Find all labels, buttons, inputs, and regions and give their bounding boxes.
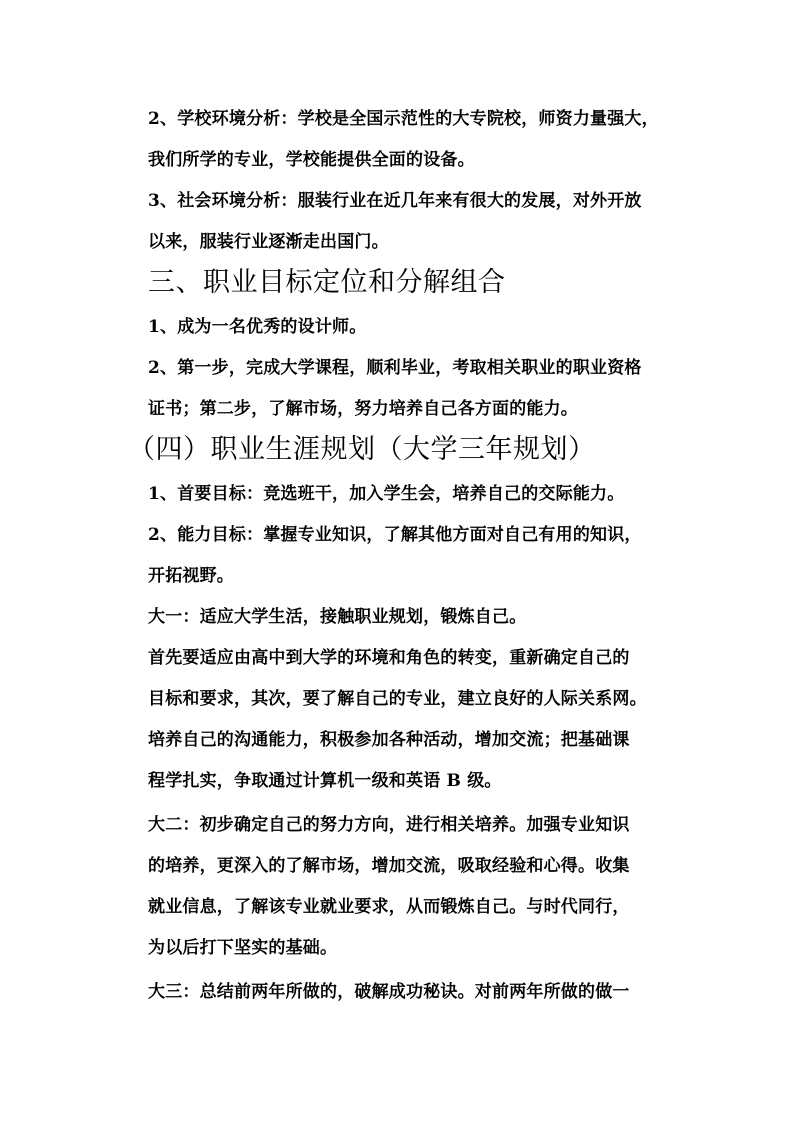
year-two-line-1: 大二：初步确定自己的努力方向，进行相关培养。加强专业知识 xyxy=(148,815,630,835)
paragraph-school-environment-line-1: 2、学校环境分析：学校是全国示范性的大专院校，师资力量强大， xyxy=(148,109,659,129)
ability-goal-line-2: 开拓视野。 xyxy=(148,566,234,586)
year-one-body-line-1: 首先要适应由高中到大学的环境和角色的转变，重新确定自己的 xyxy=(148,648,630,668)
year-one-body-line-3: 培养自己的沟通能力，积极参加各种活动，增加交流；把基础课 xyxy=(148,730,630,750)
paragraph-school-environment-line-2: 我们所学的专业，学校能提供全面的设备。 xyxy=(148,150,475,170)
ability-goal-line-1: 2、能力目标：掌握专业知识，了解其他方面对自己有用的知识， xyxy=(148,525,642,545)
steps-line-2: 证书；第二步，了解市场，努力培养自己各方面的能力。 xyxy=(148,399,578,419)
year-one-body-line-2: 目标和要求，其次，要了解自己的专业，建立良好的人际关系网。 xyxy=(148,689,647,709)
section-3-heading: 三、职业目标定位和分解组合 xyxy=(148,267,506,298)
career-goal-line: 1、成为一名优秀的设计师。 xyxy=(148,317,367,337)
year-two-line-3: 就业信息，了解该专业就业要求，从而锻炼自己。与时代同行， xyxy=(148,897,630,917)
year-three-line-1: 大三：总结前两年所做的，破解成功秘诀。对前两年所做的做一 xyxy=(148,982,630,1002)
year-two-line-4: 为以后打下坚实的基础。 xyxy=(148,938,338,958)
primary-goal-line: 1、首要目标：竞选班干，加入学生会，培养自己的交际能力。 xyxy=(148,484,625,504)
year-two-line-2: 的培养，更深入的了解市场，增加交流，吸取经验和心得。收集 xyxy=(148,856,630,876)
year-one-title-line: 大一：适应大学生活，接触职业规划，锻炼自己。 xyxy=(148,607,527,627)
year-one-body-line-4: 程学扎实，争取通过计算机一级和英语 B 级。 xyxy=(148,771,502,791)
paragraph-social-environment-line-1: 3、社会环境分析：服装行业在近几年来有很大的发展，对外开放 xyxy=(148,191,642,211)
steps-line-1: 2、第一步，完成大学课程，顺利毕业，考取相关职业的职业资格 xyxy=(148,358,642,378)
paragraph-social-environment-line-2: 以来，服装行业逐渐走出国门。 xyxy=(148,232,389,252)
section-4-heading: （四）职业生涯规划（大学三年规划） xyxy=(128,434,596,465)
